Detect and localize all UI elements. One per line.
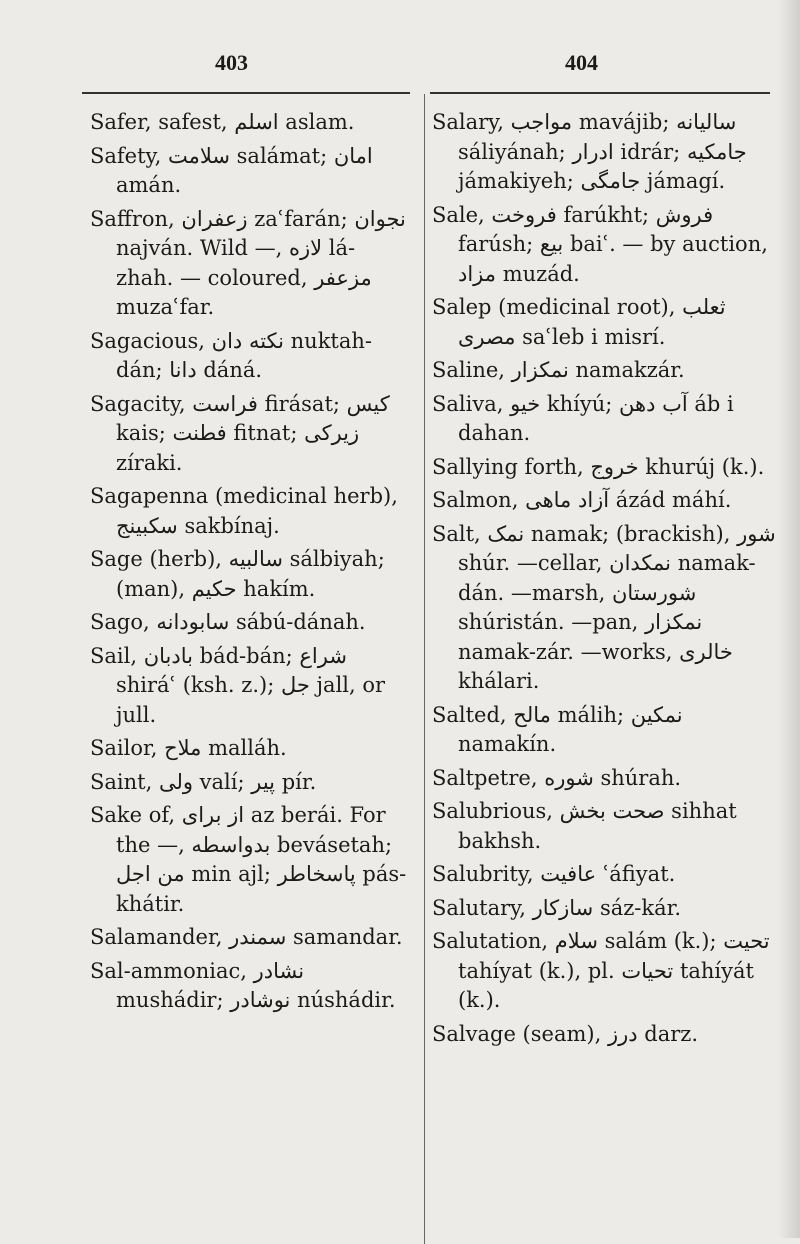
dictionary-entry: Salamander, سمندر samandar.: [90, 925, 403, 949]
page-edge-shadow: [778, 0, 800, 1238]
dictionary-entry: Saffron, زعفران zaʿfarán; نجوان najván. Wild —, لازه lá-zhah. — coloured, مزعفر muzaʿfar.: [90, 206, 406, 319]
dictionary-entry: Sagapenna (medicinal herb), سکبینج sakbínaj.: [90, 484, 398, 538]
dictionary-entry: Sallying forth, خروج khurúj (k.).: [432, 454, 765, 479]
dictionary-entry: Sagacious, نکته دان nuktah-dán; دانا dáná.: [90, 328, 373, 382]
dictionary-entry: Sake of, از برای az berái. For the —, بدواسطه bevásetah; من اجل min ajl; پاسخاطر pás-khátir.: [90, 803, 407, 916]
dictionary-entry: Sagacity, فراست firásat; کیس kais; فطنت fitnat; زیرکی zíraki.: [90, 391, 390, 475]
dictionary-entry: Sage (herb), سالبیه sálbiyah; (man), حکیم hakím.: [90, 547, 385, 601]
dictionary-entry: Salted, مالح málih; نمکین namakín.: [432, 702, 683, 756]
page-number-right: 404: [565, 50, 598, 75]
header-rule-right: [430, 92, 770, 94]
dictionary-entry: Salt, نمک namak; (brackish), شور shúr. —cellar, نمکدان namak-dán. —marsh, شورستان shúristán. —pan, نمکزار namak-zár. —works, خالری khálari.: [432, 521, 776, 693]
dictionary-entry: Saltpetre, شوره shúrah.: [432, 765, 682, 790]
dictionary-entry: Salary, مواجب mavájib; سالیانه sáliyánah; ادرار idrár; جامکیه jámakiyeh; جامگی jámagí.: [432, 110, 747, 193]
dictionary-entry: Salmon, آزاد ماهی ázád máhí.: [432, 488, 732, 512]
dictionary-entry: Salep (medicinal root), ثعلب مصری saʿleb i misrí.: [432, 295, 726, 349]
dictionary-entry: Safety, سلامت salámat; امان amán.: [90, 143, 373, 197]
page-number-left: 403: [215, 50, 248, 75]
dictionary-entry: Sal-ammoniac, نشادر mushádir; نوشادر núshádir.: [90, 958, 396, 1012]
dictionary-entry: Sailor, ملاح malláh.: [90, 736, 287, 760]
right-column: [432, 108, 777, 1053]
dictionary-entry: Sago, سابودانه sábú-dánah.: [90, 610, 366, 634]
dictionary-entry: Saliva, خیو khíyú; آب دهن áb i dahan.: [432, 391, 734, 445]
dictionary-entry: Sail, بادبان bád-bán; شراع shiráʿ (ksh. z.); جل jall, or jull.: [90, 643, 386, 727]
dictionary-entry: Salubrity, عافیت ʿáfiyat.: [432, 862, 676, 886]
dictionary-entry: Salvage (seam), درز darz.: [432, 1021, 698, 1046]
dictionary-entry: Saline, نمکزار namakzár.: [432, 358, 685, 382]
header-rule-left: [82, 92, 410, 94]
column-divider: [424, 94, 425, 1244]
left-column: [90, 108, 412, 1020]
dictionary-entry: Sale, فروخت farúkht; فروش farúsh; بیع baiʿ. — by auction, مزاد muzád.: [432, 202, 768, 286]
dictionary-entry: Salutary, سازکار sáz-kár.: [432, 895, 682, 920]
dictionary-entry: Salutation, سلام salám (k.); تحیت tahíyat (k.), pl. تحیات tahíyát (k.).: [432, 929, 770, 1012]
dictionary-entry: Safer, safest, اسلم aslam.: [90, 110, 355, 134]
dictionary-entry: Saint, ولی valí; پیر pír.: [90, 769, 317, 794]
dictionary-entry: Salubrious, صحت بخش sihhat bakhsh.: [432, 799, 737, 853]
